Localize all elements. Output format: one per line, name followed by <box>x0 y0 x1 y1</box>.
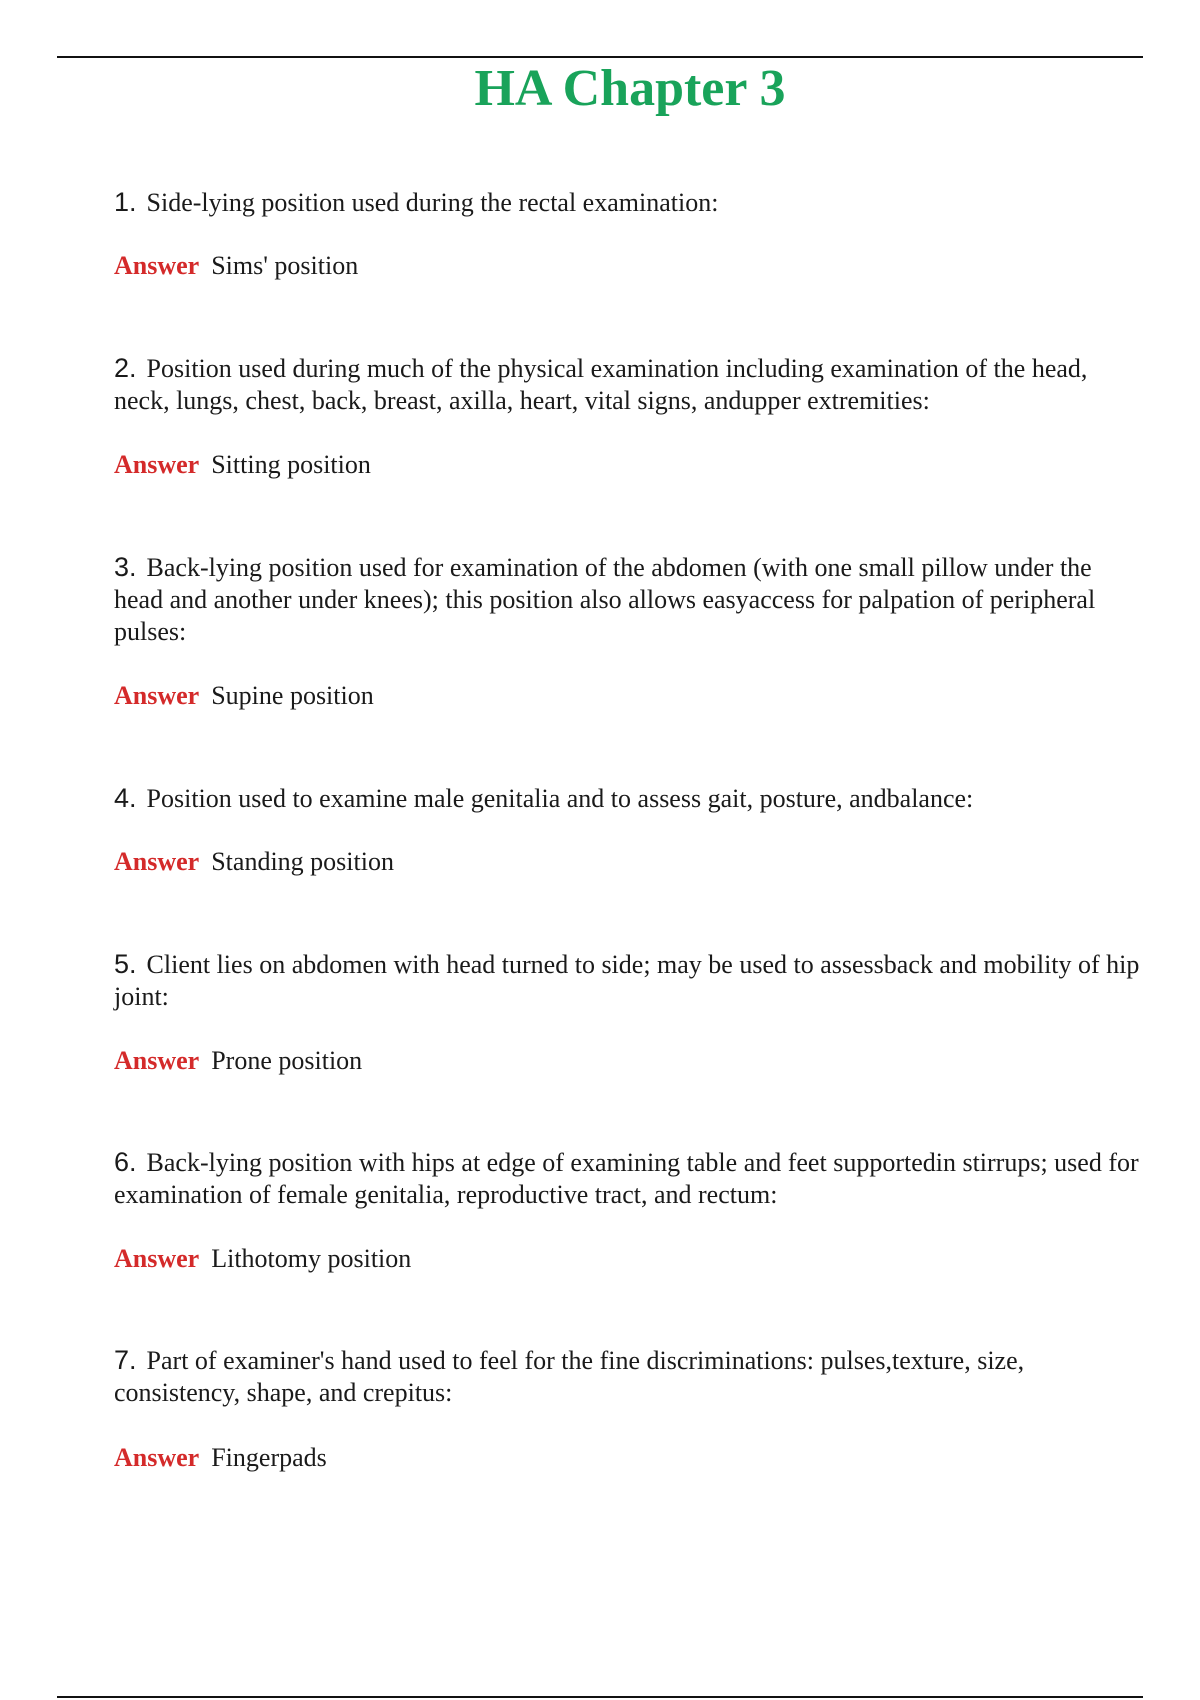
question-item-5 <box>114 948 1144 1013</box>
bottom-rule <box>57 1696 1143 1698</box>
question-item-7 <box>114 1344 1144 1409</box>
question-number: 7. <box>114 1345 137 1375</box>
question-number: 6. <box>114 1147 137 1177</box>
question-item-3 <box>114 551 1144 648</box>
question-text <box>114 1344 1144 1409</box>
answer-text: Prone position <box>211 1046 363 1075</box>
answer-line <box>114 449 1144 481</box>
question-number: 3. <box>114 552 137 582</box>
answer-label: Answer <box>114 450 200 479</box>
question-text <box>114 948 1144 1013</box>
question-number: 4. <box>114 783 137 813</box>
question-item-4 <box>114 782 1144 815</box>
answer-label: Answer <box>114 251 200 280</box>
answer-label: Answer <box>114 1046 200 1075</box>
question-body: Side-lying position used during the rectal examination: <box>146 188 719 217</box>
answer-label: Answer <box>114 847 200 876</box>
question-text <box>114 551 1144 648</box>
answer-label: Answer <box>114 681 200 710</box>
answer-item-5 <box>114 1045 1144 1077</box>
question-body: Back-lying position with hips at edge of examining table and feet supportedin stirrups; used for examination of female genitalia, reproductive tract, and rectum: <box>114 1148 1139 1209</box>
answer-item-4 <box>114 846 1144 878</box>
question-body: Back-lying position used for examination of the abdomen (with one small pillow under the head and another under knees); this position also allows easyaccess for palpation of peripheral pulses: <box>114 553 1096 646</box>
answer-item-3 <box>114 680 1144 712</box>
answer-item-2 <box>114 449 1144 481</box>
answer-text: Fingerpads <box>211 1443 327 1472</box>
document-title: HA Chapter 3 <box>474 60 786 117</box>
question-number: 5. <box>114 949 137 979</box>
question-body: Client lies on abdomen with head turned to side; may be used to assessback and mobility of hip joint: <box>114 950 1140 1011</box>
answer-line <box>114 250 1144 282</box>
answer-line <box>114 1045 1144 1077</box>
answer-item-6 <box>114 1243 1144 1275</box>
question-body: Position used to examine male genitalia and to assess gait, posture, andbalance: <box>146 784 974 813</box>
answer-item-1 <box>114 250 1144 282</box>
answer-line <box>114 1243 1144 1275</box>
question-body: Position used during much of the physical examination including examination of the head, neck, lungs, chest, back, breast, axilla, heart, vital signs, andupper extremities: <box>114 354 1088 415</box>
question-text <box>114 782 1144 815</box>
answer-text: Sitting position <box>211 450 371 479</box>
question-number: 2. <box>114 353 137 383</box>
answer-text: Standing position <box>211 847 394 876</box>
answer-line <box>114 1442 1144 1474</box>
question-item-1 <box>114 186 1144 219</box>
question-text <box>114 352 1144 417</box>
answer-item-7 <box>114 1442 1144 1474</box>
question-item-2 <box>114 352 1144 417</box>
question-text <box>114 1146 1144 1211</box>
question-text <box>114 186 1144 219</box>
question-body: Part of examiner's hand used to feel for the fine discriminations: pulses,texture, size, consistency, shape, and crepitus: <box>114 1346 1025 1407</box>
question-number: 1. <box>114 187 137 217</box>
answer-text: Supine position <box>211 681 374 710</box>
answer-text: Sims' position <box>211 251 359 280</box>
answer-text: Lithotomy position <box>211 1244 412 1273</box>
question-item-6 <box>114 1146 1144 1211</box>
answer-line <box>114 680 1144 712</box>
answer-label: Answer <box>114 1244 200 1273</box>
answer-label: Answer <box>114 1443 200 1472</box>
answer-line <box>114 846 1144 878</box>
